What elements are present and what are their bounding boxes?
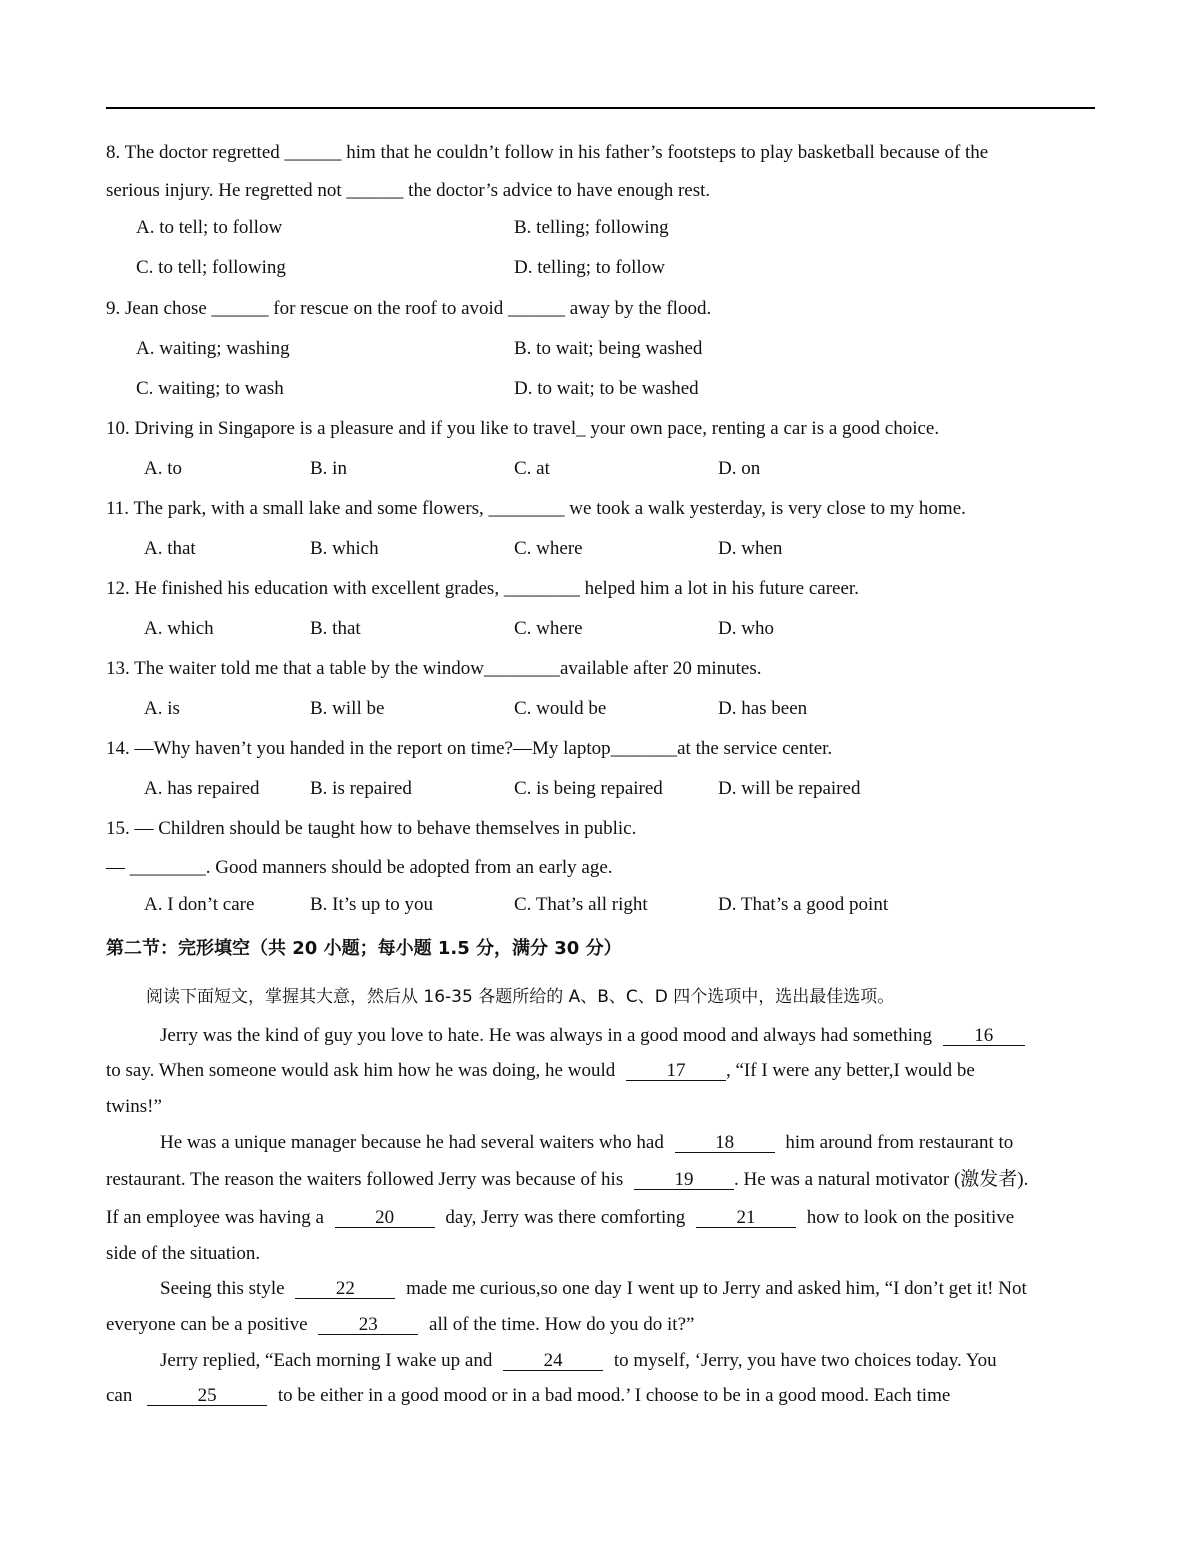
q15-option-c: C. That’s all right — [514, 894, 648, 915]
q11-option-c: C. where — [514, 538, 583, 559]
header-rule — [106, 107, 1095, 109]
q12-option-d: D. who — [718, 618, 774, 639]
passage-text: everyone can be a positive — [106, 1314, 308, 1335]
section-instruction: 阅读下面短文，掌握其大意，然后从 16-35 各题所给的 A、B、C、D 四个选项中，选出最佳选项。 — [146, 987, 895, 1007]
passage-line-10 — [160, 1349, 997, 1373]
q15-option-b: B. It’s up to you — [310, 894, 433, 915]
passage-text: to be either in a good mood or in a bad mood.’ I choose to be in a good mood. Each time — [277, 1385, 951, 1406]
passage-text: Jerry was the kind of guy you love to hate. He was always in a good mood and always had something — [160, 1025, 932, 1046]
blank-16: 16 — [943, 1026, 1025, 1046]
section-heading: 第二节：完形填空（共 20 小题；每小题 1.5 分，满分 30 分） — [106, 938, 622, 959]
passage-line-3: twins!” — [106, 1096, 162, 1117]
q10-option-c: C. at — [514, 458, 550, 479]
passage-text: Seeing this style — [160, 1278, 285, 1299]
q10-option-a: A. to — [144, 458, 182, 479]
blank-25: 25 — [147, 1386, 267, 1406]
passage-line-11 — [106, 1384, 950, 1408]
passage-text: . He was a natural motivator (激发者). — [733, 1169, 1029, 1190]
q15-line-2: — ________. Good manners should be adopted from an early age. — [106, 857, 613, 878]
passage-text: him around from restaurant to — [785, 1132, 1014, 1153]
q15-option-d: D. That’s a good point — [718, 894, 889, 915]
q12-option-c: C. where — [514, 618, 583, 639]
q11-option-b: B. which — [310, 538, 379, 559]
q13-option-c: C. would be — [514, 698, 607, 719]
q12-option-a: A. which — [144, 618, 214, 639]
q13-option-d: D. has been — [718, 698, 808, 719]
passage-text: If an employee was having a — [106, 1207, 324, 1228]
q13-line-1: 13. The waiter told me that a table by the window________available after 20 minutes. — [106, 658, 762, 679]
q10-option-b: B. in — [310, 458, 347, 479]
q15-line-1: 15. — Children should be taught how to behave themselves in public. — [106, 818, 637, 839]
blank-17: 17 — [626, 1061, 726, 1081]
passage-text: can — [106, 1385, 133, 1406]
q9-option-a: A. waiting; washing — [136, 338, 290, 359]
q8-line-2: serious injury. He regretted not ______ the doctor’s advice to have enough rest. — [106, 180, 711, 201]
passage-text: made me curious,so one day I went up to Jerry and asked him, “I don’t get it! Not — [406, 1278, 1027, 1299]
q14-option-c: C. is being repaired — [514, 778, 663, 799]
blank-20: 20 — [335, 1208, 435, 1228]
blank-21: 21 — [696, 1208, 796, 1228]
q8-option-a: A. to tell; to follow — [136, 217, 283, 238]
passage-line-8 — [160, 1277, 1027, 1301]
q14-option-d: D. will be repaired — [718, 778, 861, 799]
blank-22: 22 — [295, 1279, 395, 1299]
passage-text: all of the time. How do you do it?” — [429, 1314, 695, 1335]
passage-text: how to look on the positive — [806, 1207, 1015, 1228]
passage-line-2 — [106, 1059, 975, 1083]
q9-option-d: D. to wait; to be washed — [514, 378, 699, 399]
passage-text: day, Jerry was there comforting — [445, 1207, 686, 1228]
q12-option-b: B. that — [310, 618, 361, 639]
passage-text: He was a unique manager because he had several waiters who had — [160, 1132, 664, 1153]
passage-line-7: side of the situation. — [106, 1243, 261, 1264]
q8-option-b: B. telling; following — [514, 217, 669, 238]
blank-18: 18 — [675, 1133, 775, 1153]
q13-option-b: B. will be — [310, 698, 385, 719]
q11-line-1: 11. The park, with a small lake and some flowers, ________ we took a walk yesterday, is very close to my home. — [106, 498, 966, 519]
q11-option-d: D. when — [718, 538, 783, 559]
passage-text: restaurant. The reason the waiters followed Jerry was because of his — [106, 1169, 624, 1190]
blank-19: 19 — [634, 1170, 734, 1190]
blank-23: 23 — [318, 1315, 418, 1335]
q14-line-1: 14. —Why haven’t you handed in the report on time?—My laptop_______at the service center. — [106, 738, 833, 759]
blank-24: 24 — [503, 1351, 603, 1371]
q10-option-d: D. on — [718, 458, 761, 479]
q8-option-c: C. to tell; following — [136, 257, 286, 278]
passage-line-5 — [106, 1168, 1028, 1192]
q12-line-1: 12. He finished his education with excellent grades, ________ helped him a lot in his future career. — [106, 578, 859, 599]
q8-line-1: 8. The doctor regretted ______ him that he couldn’t follow in his father’s footsteps to play basketball because of the — [106, 142, 989, 163]
passage-line-9 — [106, 1313, 694, 1337]
q13-option-a: A. is — [144, 698, 180, 719]
q15-option-a: A. I don’t care — [144, 894, 255, 915]
q9-option-c: C. waiting; to wash — [136, 378, 284, 399]
q14-option-a: A. has repaired — [144, 778, 260, 799]
q11-option-a: A. that — [144, 538, 196, 559]
passage-text: , “If I were any better,I would be — [725, 1060, 975, 1081]
q9-line-1: 9. Jean chose ______ for rescue on the roof to avoid ______ away by the flood. — [106, 298, 712, 319]
passage-line-6 — [106, 1206, 1014, 1230]
passage-line-1 — [160, 1024, 1025, 1048]
passage-text: to say. When someone would ask him how he was doing, he would — [106, 1060, 616, 1081]
q14-option-b: B. is repaired — [310, 778, 412, 799]
passage-text: to myself, ‘Jerry, you have two choices today. You — [613, 1350, 997, 1371]
q9-option-b: B. to wait; being washed — [514, 338, 703, 359]
passage-text: Jerry replied, “Each morning I wake up and — [160, 1350, 493, 1371]
passage-line-4 — [160, 1131, 1013, 1155]
q10-line-1: 10. Driving in Singapore is a pleasure and if you like to travel_ your own pace, renting a car is a good choice. — [106, 418, 940, 439]
q8-option-d: D. telling; to follow — [514, 257, 665, 278]
